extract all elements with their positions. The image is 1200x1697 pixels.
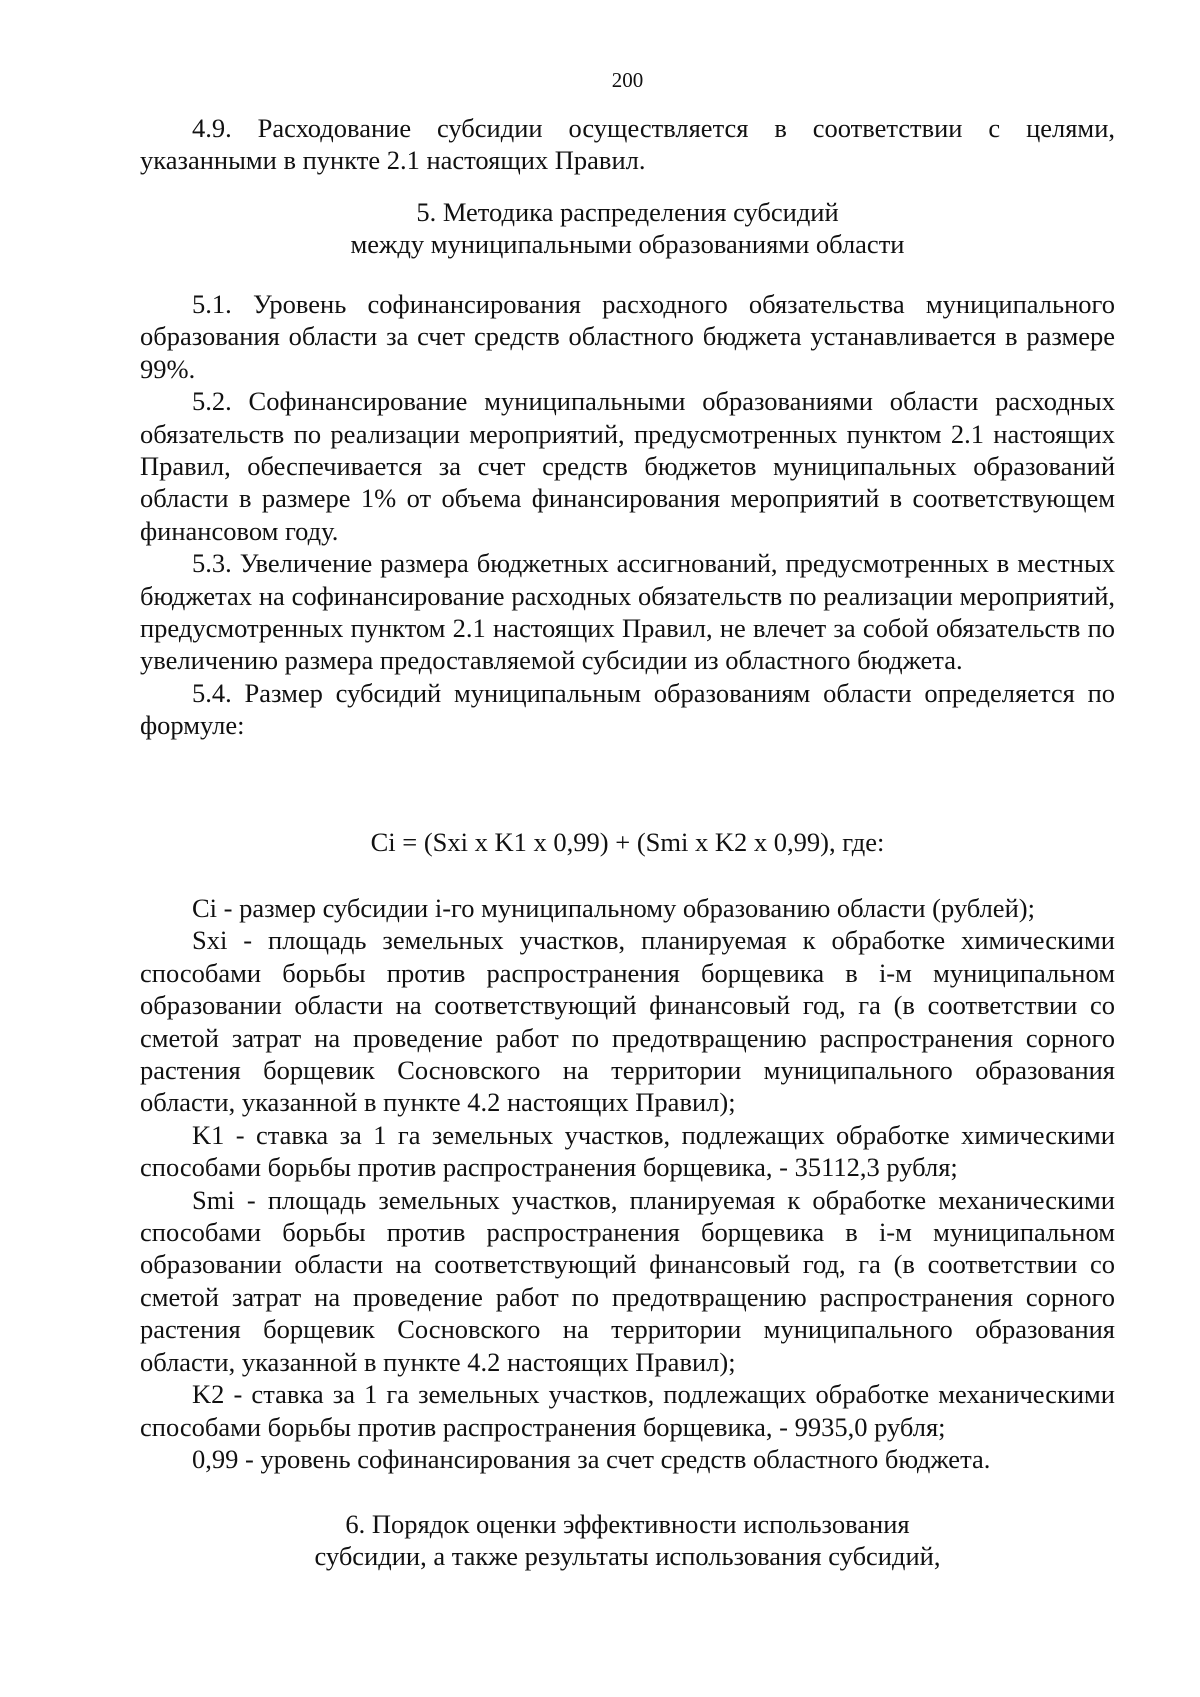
definition-ci: Ci - размер субсидии i-го муниципальному образованию области (рублей); xyxy=(192,893,1035,923)
section-6-title-line2: субсидии, а также результаты использования субсидий, xyxy=(314,1541,941,1572)
paragraph-5-2: 5.2. Софинансирование муниципальными образованиями области расходных обязательств по реализации мероприятий, предусмотренных пунктом 2.1 настоящих Правил, обеспечивается за счет средств бюджетов муниципальных образований области в размере 1% от объема финансирования мероприятий в соответствующем финансовом году. xyxy=(140,386,1115,546)
paragraph-4-9-block xyxy=(140,112,1115,177)
definition-k1: K1 - ставка за 1 га земельных участков, подлежащих обработке химическими способами борьбы против распространения борщевика, - 35112,3 рубля; xyxy=(140,1119,1115,1183)
formula: Ci = (Sxi x K1 x 0,99) + (Smi x K2 x 0,99), где: xyxy=(370,827,885,857)
page-number: 200 xyxy=(611,68,644,92)
formula-definitions xyxy=(140,892,1115,1475)
definition-smi: Smi - площадь земельных участков, планируемая к обработке механическими способами борьбы против распространения борщевика в i-м муниципальном образовании области на соответствующий финансовый год, га (в соответствии со сметой затрат на проведение работ по предотвращению распространения сорного растения борщевик Сосновского на территории муниципального образования области, указанной в пункте 4.2 настоящих Правил); xyxy=(140,1184,1115,1377)
paragraph-5-4: 5.4. Размер субсидий муниципальным образованиям области определяется по формуле: xyxy=(140,677,1115,741)
definition-099: 0,99 - уровень софинансирования за счет средств областного бюджета. xyxy=(192,1443,991,1474)
definition-k2: K2 - ставка за 1 га земельных участков, подлежащих обработке механическими способами борьбы против распространения борщевика, - 9935,0 рубля; xyxy=(140,1379,1115,1442)
section-6-title-line1: 6. Порядок оценки эффективности использования xyxy=(345,1509,910,1539)
section-5-title-line1: 5. Методика распределения субсидий xyxy=(416,197,839,227)
paragraph-5-3: 5.3. Увеличение размера бюджетных ассигнований, предусмотренных в местных бюджетах на софинансирование расходных обязательств по реализации мероприятий, предусмотренных пунктом 2.1 настоящих Правил, не влечет за собой обязательств по увеличению размера предоставляемой субсидии из областного бюджета. xyxy=(140,548,1115,676)
section-6-heading xyxy=(140,1508,1115,1573)
section-5-heading xyxy=(140,196,1115,261)
section-5-paragraphs xyxy=(140,288,1115,742)
definition-sxi: Sxi - площадь земельных участков, планируемая к обработке химическими способами борьбы против распространения борщевика в i-м муниципальном образовании области на соответствующий финансовый год, га (в соответствии со сметой затрат на проведение работ по предотвращению распространения сорного растения борщевик Сосновского на территории муниципального образования области, указанной в пункте 4.2 настоящих Правил); xyxy=(140,925,1115,1118)
paragraph-4-9: 4.9. Расходование субсидии осуществляется в соответствии с целями, указанными в пункте 2.1 настоящих Правил. xyxy=(140,113,1115,176)
section-5-title-line2: между муниципальными образованиями области xyxy=(350,229,905,260)
paragraph-5-1: 5.1. Уровень софинансирования расходного обязательства муниципального образования области за счет средств областного бюджета устанавливается в размере 99%. xyxy=(140,289,1115,384)
